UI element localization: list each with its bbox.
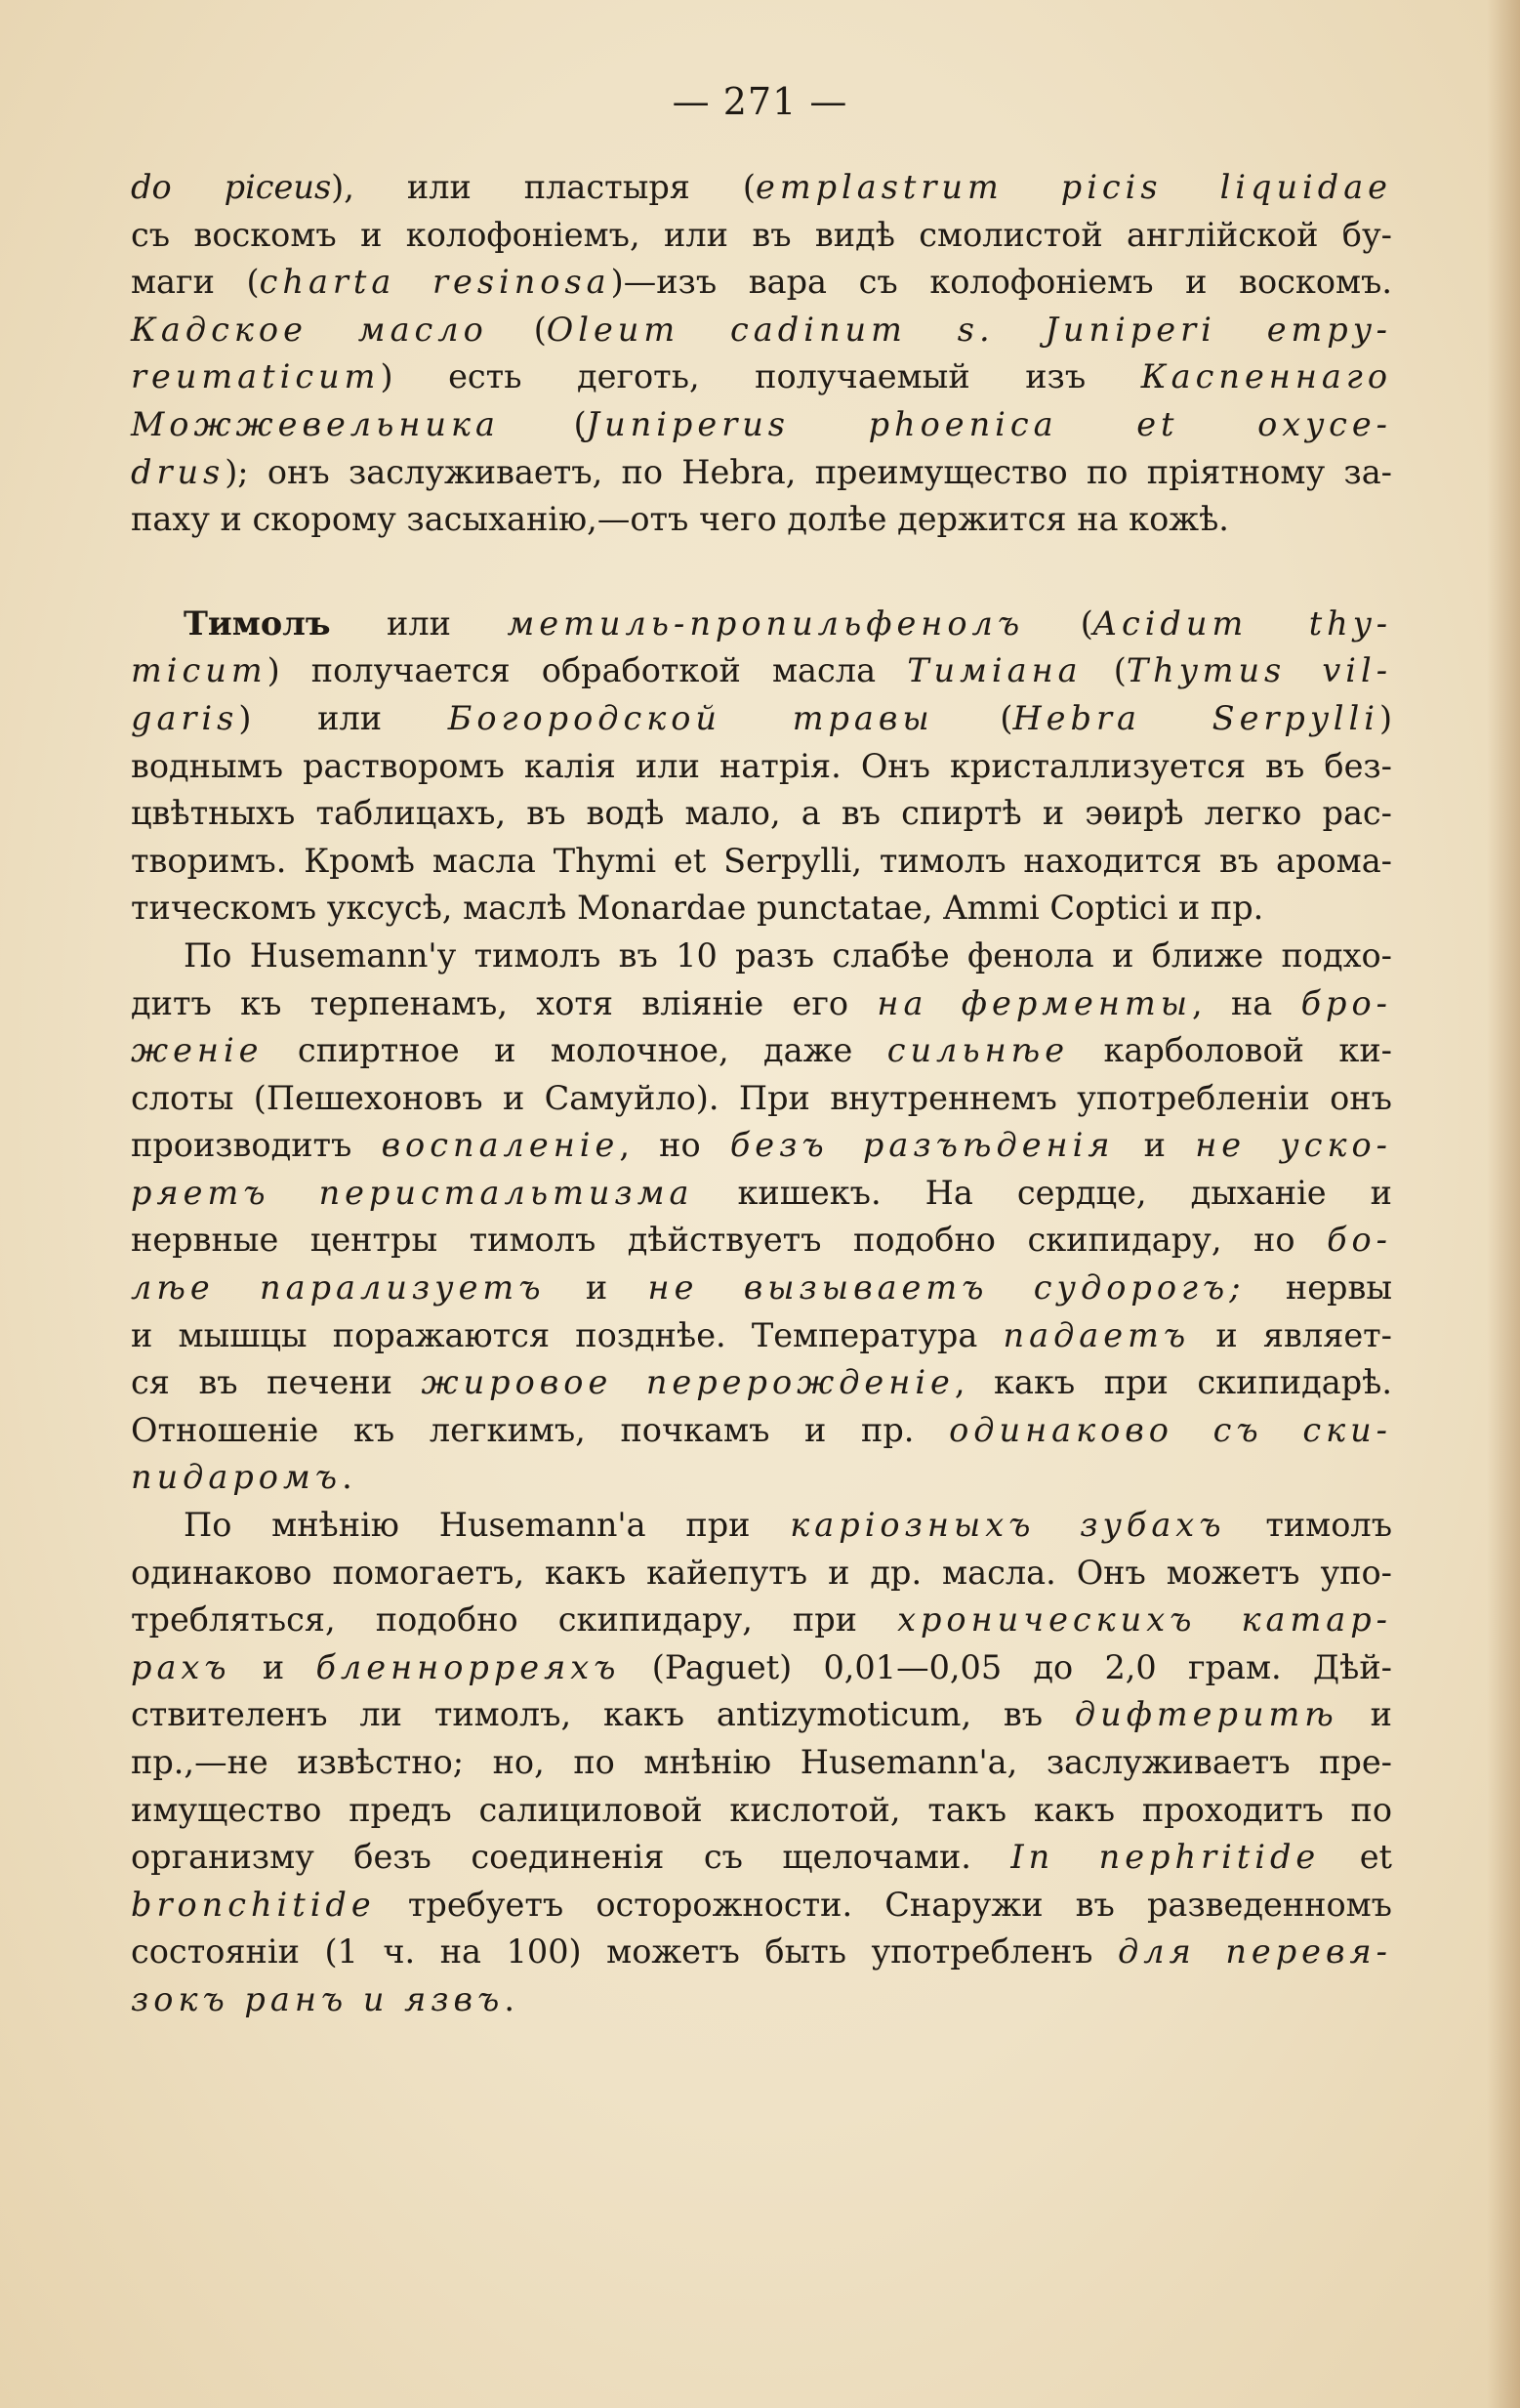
text-run: или — [330, 603, 508, 643]
term-emphasis: Acidum thy- — [1092, 603, 1393, 643]
term-emphasis: жировое перерожденіе — [421, 1363, 955, 1402]
text-line — [131, 790, 1392, 838]
text-line — [131, 933, 1392, 980]
term-emphasis: хроническихъ катар- — [897, 1600, 1392, 1640]
text-run: ( — [487, 310, 547, 349]
text-line — [131, 1170, 1392, 1218]
term-emphasis: пидаромъ — [131, 1458, 343, 1497]
text-run: ствителенъ ли тимолъ, какъ antizymoticum, въ — [131, 1695, 1075, 1734]
text-run: производитъ — [131, 1126, 382, 1165]
text-run: ся въ печени — [131, 1363, 422, 1402]
text-run: , но — [619, 1126, 730, 1165]
term-emphasis: зокъ ранъ и язвъ — [131, 1979, 505, 2018]
term-emphasis: бо- — [1327, 1221, 1392, 1260]
text-run: ( — [933, 698, 1013, 737]
text-run: (Paguet) 0,01—0,05 до 2,0 грам. Дѣй- — [620, 1647, 1392, 1686]
term-emphasis: женіе — [131, 1031, 264, 1070]
term-emphasis: одинаково съ ски- — [949, 1410, 1392, 1449]
text-run: ) или — [238, 698, 448, 737]
text-run: творимъ. Кромѣ масла Thymi et Serpylli, тимолъ находится въ арома- — [131, 841, 1392, 880]
text-run: требуетъ осторожности. Снаружи въ разведенномъ — [375, 1885, 1392, 1924]
page-number: — 271 — — [672, 80, 848, 123]
text-line — [131, 307, 1392, 354]
text-run: et — [1320, 1838, 1393, 1877]
term-emphasis: drus — [131, 452, 226, 491]
term-emphasis: не уско- — [1195, 1126, 1392, 1165]
text-run: одинаково помогаетъ, какъ кайепутъ и др. масла. Онъ можетъ упо- — [131, 1553, 1392, 1592]
text-run: маги ( — [131, 263, 260, 302]
text-run: организму безъ соединенія съ щелочами. — [131, 1838, 1011, 1877]
text-run: нервные центры тимолъ дѣйствуетъ подобно скипидару, но — [131, 1221, 1328, 1260]
text-line — [131, 1027, 1392, 1075]
text-line — [131, 838, 1392, 886]
text-line — [131, 1407, 1392, 1455]
text-run: состояніи (1 ч. на 100) можетъ быть употребленъ — [131, 1932, 1119, 1972]
term-emphasis: micum — [131, 651, 267, 690]
text-line — [131, 401, 1392, 449]
text-line — [131, 1976, 1392, 2024]
text-line — [131, 885, 1392, 933]
text-run: слоты (Пешехоновъ и Самуйло). При внутреннемъ употребленіи онъ — [131, 1078, 1392, 1117]
text-run: ); онъ заслуживаетъ, по Hebra, преимущество по пріятному за- — [225, 452, 1392, 491]
term-emphasis: рахъ — [131, 1647, 231, 1686]
term-emphasis: emplastrum picis liquidae — [756, 168, 1392, 206]
term-emphasis: Богородской травы — [447, 698, 934, 737]
text-run: имущество предъ салициловой кислотой, такъ какъ проходитъ по — [131, 1790, 1392, 1829]
text-line — [131, 743, 1392, 791]
text-run: пр.,—не извѣстно; но, по мнѣнію Husemann'a, заслуживаетъ пре- — [131, 1743, 1392, 1781]
text-run: ( — [499, 404, 587, 443]
text-run: нервы — [1245, 1268, 1392, 1308]
text-line — [131, 1739, 1392, 1787]
text-line — [131, 980, 1392, 1028]
text-run: тимолъ — [1225, 1506, 1393, 1545]
term-bold: Тимолъ — [184, 603, 331, 643]
term-emphasis: In nephritide — [1010, 1838, 1321, 1877]
text-line — [131, 601, 1392, 648]
text-run: По мнѣнію Husemann'a при — [184, 1506, 791, 1545]
text-line — [131, 647, 1392, 695]
text-run: цвѣтныхъ таблицахъ, въ водѣ мало, а въ спиртѣ и эѳирѣ легко рас- — [131, 794, 1392, 833]
text-run: паху и скорому засыханію,—отъ чего долѣе держится на кожѣ. — [131, 500, 1229, 539]
text-run: и мышцы поражаются позднѣе. Температура — [131, 1315, 1004, 1354]
term-emphasis: charta resinosa — [259, 263, 611, 302]
term-emphasis: reumaticum — [131, 357, 381, 396]
term-emphasis: Кадское масло — [131, 310, 488, 349]
text-run: Отношеніе къ легкимъ, почкамъ и пр. — [131, 1410, 950, 1449]
text-run: ) получается обработкой масла — [267, 651, 908, 690]
text-run: . — [342, 1458, 352, 1497]
text-line — [131, 1075, 1392, 1123]
term-emphasis: бленнорреяхъ — [315, 1647, 621, 1686]
text-run: ) — [1378, 698, 1393, 737]
text-line — [131, 449, 1392, 497]
term-emphasis: Oleum cadinum s. Juniperi empy- — [546, 310, 1392, 349]
text-line — [131, 1644, 1392, 1692]
term-emphasis: ряетъ перистальтизма — [131, 1173, 694, 1212]
text-line — [131, 1929, 1392, 1976]
term-emphasis: бро- — [1300, 983, 1392, 1022]
term-emphasis: garis — [131, 698, 239, 737]
text-line — [131, 164, 1392, 212]
text-line — [131, 1312, 1392, 1360]
text-line — [131, 1550, 1392, 1598]
term-emphasis: безъ разъѣденія — [729, 1126, 1115, 1165]
text-run: спиртное и молочное, даже — [263, 1031, 887, 1070]
text-run: кишекъ. На сердце, дыханіе и — [693, 1173, 1392, 1212]
text-line — [131, 1122, 1392, 1170]
text-run: , на — [1192, 983, 1301, 1022]
text-run: съ воскомъ и колофоніемъ, или въ видѣ смолистой англійской бу- — [131, 215, 1392, 254]
text-run: По Husemann'у тимолъ въ 10 разъ слабѣе фенола и ближе подхо- — [184, 935, 1392, 975]
term-emphasis: Тиміана — [907, 651, 1083, 690]
text-line — [131, 1502, 1392, 1550]
text-run: требляться, подобно скипидару, при — [131, 1600, 898, 1640]
text-run: воднымъ растворомъ калія или натрія. Онъ кристаллизуется въ без- — [131, 746, 1392, 785]
text-line — [131, 496, 1392, 544]
text-run: , какъ при скипидарѣ. — [954, 1363, 1392, 1402]
term-emphasis: Juniperus phoenica et oxyce- — [586, 404, 1392, 443]
text-line — [131, 212, 1392, 260]
text-run: и — [1337, 1695, 1392, 1734]
text-line — [131, 1597, 1392, 1644]
term-emphasis: метиль-пропильфенолъ — [507, 603, 1025, 643]
text-run: . — [504, 1979, 515, 2018]
text-run: карболовой ки- — [1069, 1031, 1392, 1070]
text-line — [131, 259, 1392, 307]
term-emphasis: Можжевельника — [131, 404, 500, 443]
text-line — [131, 353, 1392, 401]
term-emphasis: каріозныхъ зубахъ — [790, 1506, 1226, 1545]
text-run: ) есть деготь, получаемый изъ — [380, 357, 1141, 396]
term-emphasis: Каспеннаго — [1140, 357, 1392, 396]
text-run: и — [545, 1268, 648, 1308]
term-emphasis: лѣе парализуетъ — [131, 1268, 546, 1308]
term-emphasis: падаетъ — [1003, 1315, 1191, 1354]
text-run: тическомъ уксусѣ, маслѣ Monardae punctatae, Ammi Coptici и пр. — [131, 889, 1264, 928]
text-line — [131, 695, 1392, 743]
text-run: ( — [1082, 651, 1127, 690]
term-emphasis: сильнѣе — [886, 1031, 1070, 1070]
text-line — [131, 1359, 1392, 1407]
text-line — [131, 1454, 1392, 1502]
term-emphasis: воспаленіе — [381, 1126, 620, 1165]
text-run: и являет- — [1190, 1315, 1393, 1354]
paragraph-gap — [131, 544, 1392, 601]
text-run: ( — [1024, 603, 1093, 643]
text-line — [131, 1787, 1392, 1835]
text-run: и — [230, 1647, 316, 1686]
term-emphasis: не вызываетъ судорогъ; — [647, 1268, 1246, 1308]
term-emphasis: do piceus — [131, 168, 332, 206]
text-line — [131, 1265, 1392, 1312]
term-emphasis: bronchitide — [131, 1885, 376, 1924]
text-run: )—изъ вара съ колофоніемъ и воскомъ. — [610, 263, 1393, 302]
text-run: ), или пластыря ( — [331, 168, 757, 206]
term-emphasis: дифтеритѣ — [1074, 1695, 1338, 1734]
text-line — [131, 1882, 1392, 1930]
text-line — [131, 1217, 1392, 1265]
term-emphasis: Hebra Serpylli — [1012, 698, 1379, 737]
body-text — [131, 164, 1392, 2024]
text-run: и — [1114, 1126, 1196, 1165]
term-emphasis: на ферменты — [877, 983, 1192, 1022]
text-line — [131, 1691, 1392, 1739]
term-emphasis: Thymus vil- — [1126, 651, 1393, 690]
text-line — [131, 1834, 1392, 1882]
text-run: дитъ къ терпенамъ, хотя вліяніе его — [131, 983, 878, 1022]
term-emphasis: для перевя- — [1118, 1932, 1392, 1972]
